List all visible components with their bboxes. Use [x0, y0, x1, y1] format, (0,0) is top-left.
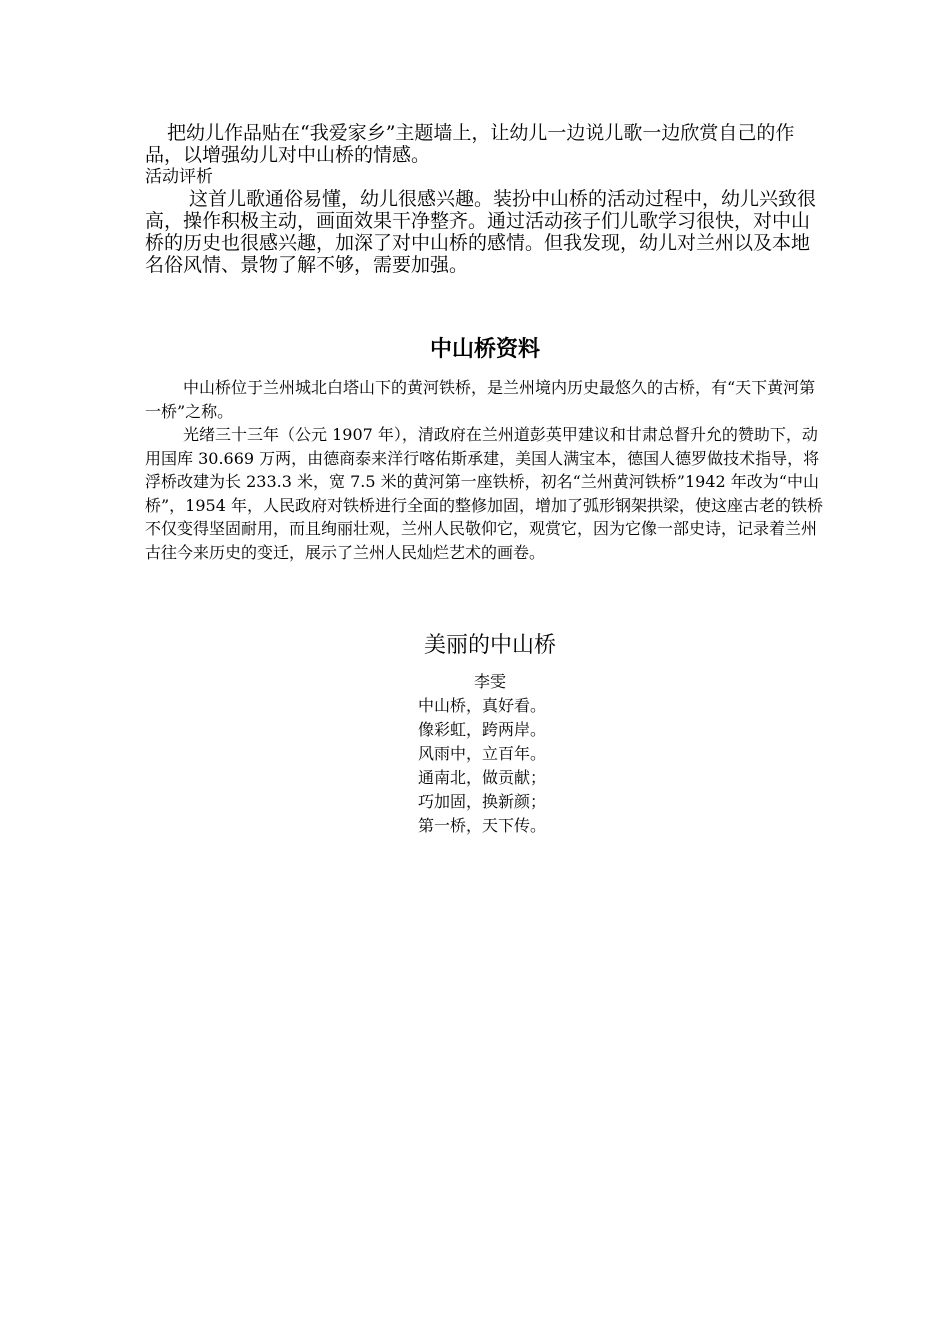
poem-line: 第一桥，天下传。 — [418, 816, 547, 835]
section-activity — [145, 122, 825, 276]
paragraph-bridge-location: 中山桥位于兰州城北白塔山下的黄河铁桥，是兰州境内历史最悠久的古桥，有“天下黄河第一桥”之称。 — [145, 378, 816, 421]
paragraph-display: 把幼儿作品贴在“我爱家乡”主题墙上，让幼儿一边说儿歌一边欣赏自己的作品，以增强幼儿对中山桥的情感。 — [145, 122, 795, 166]
poem-line: 像彩虹，跨两岸。 — [418, 720, 547, 739]
section-title: 中山桥资料 — [429, 337, 540, 362]
poem-line: 通南北，做贡献； — [418, 768, 547, 787]
paragraph-bridge-history: 光绪三十三年（公元 1907 年），清政府在兰州道彭英甲建议和甘肃总督升允的赞助下，动用国库 30.669 万两，由德商泰来洋行喀佑斯承建，美国人满宝本，德国人德罗做技术指导，将浮桥改建为长 233.3 米，宽 7.5 米的黄河第一座铁桥，初名“兰州黄河铁桥”1942 年改为“中山桥”，1954 年，人民政府对铁桥进行全面的整修加固，增加了弧形钢架拱梁，使这座古老的铁桥不仅变得坚固耐用，而且绚丽壮观，兰州人民敬仰它，观赏它，因为它像一部史诗，记录着兰州古往今来历史的变迁，展示了兰州人民灿烂艺术的画卷。 — [145, 425, 823, 562]
section-bridge-info — [145, 336, 825, 564]
section-poem — [145, 632, 835, 838]
poem-body — [418, 694, 618, 838]
poem-line: 巧加固，换新颜； — [418, 792, 547, 811]
poem-author: 李雯 — [473, 672, 506, 691]
poem-line: 风雨中，立百年。 — [418, 744, 547, 763]
poem-title: 美丽的中山桥 — [423, 633, 556, 658]
poem-line: 中山桥，真好看。 — [418, 696, 547, 715]
label-activity-review: 活动评析 — [145, 167, 213, 187]
paragraph-review: 这首儿歌通俗易懂，幼儿很感兴趣。装扮中山桥的活动过程中，幼儿兴致很高，操作积极主动，画面效果干净整齐。通过活动孩子们儿歌学习很快，对中山桥的历史也很感兴趣，加深了对中山桥的感情。但我发现，幼儿对兰州以及本地名俗风情、景物了解不够，需要加强。 — [145, 188, 817, 276]
